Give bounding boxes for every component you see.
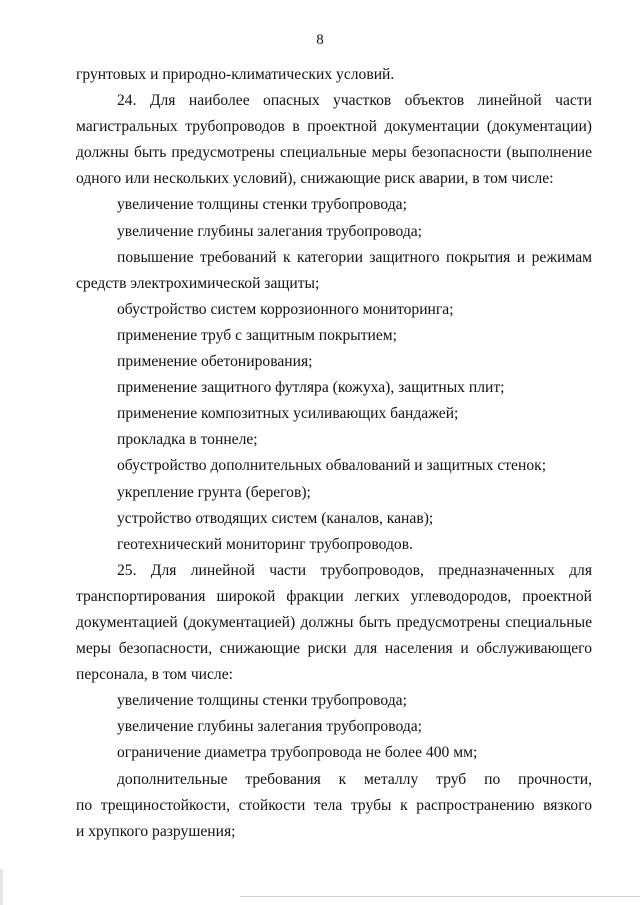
document-body: [76, 62, 592, 845]
text-line: увеличение глубины залегания трубопровода;: [117, 718, 423, 736]
text-line: применение труб с защитным покрытием;: [117, 326, 398, 344]
text-line: повышение требований к категории защитного покрытия и режимам: [117, 248, 592, 266]
scan-edge-mark: [0, 869, 3, 905]
text-line: магистральных трубопроводов в проектной документации (документации): [76, 118, 592, 136]
text-line: ограничение диаметра трубопровода не более 400 мм;: [117, 744, 478, 762]
text-line: по трещиностойкости, стойкости тела трубы к распространению вязкого: [76, 796, 592, 814]
text-line: меры безопасности, снижающие риски для населения и обслуживающего: [76, 640, 592, 658]
text-line: одного или нескольких условий), снижающие риск аварии, в том числе:: [76, 170, 554, 188]
text-line: 24. Для наиболее опасных участков объектов линейной части: [117, 92, 592, 110]
text-line: транспортирования широкой фракции легких углеводородов, проектной: [76, 587, 592, 605]
text-line: обустройство дополнительных обвалований и защитных стенок;: [117, 457, 547, 475]
text-line: устройство отводящих систем (каналов, канав);: [117, 509, 434, 527]
text-line: применение защитного футляра (кожуха), защитных плит;: [117, 379, 505, 397]
text-line: должны быть предусмотрены специальные меры безопасности (выполнение: [76, 144, 592, 162]
text-line: увеличение толщины стенки трубопровода;: [117, 196, 407, 214]
text-line: дополнительные требования к металлу труб по прочности,: [117, 770, 592, 788]
text-line: укрепление грунта (берегов);: [117, 483, 311, 501]
text-line: документацией (документацией) должны быть предусмотрены специальные: [76, 613, 592, 631]
text-line: персонала, в том числе:: [76, 666, 233, 684]
text-line: средств электрохимической защиты;: [76, 274, 320, 292]
text-line: грунтовых и природно-климатических условий.: [76, 66, 395, 83]
text-line: прокладка в тоннеле;: [117, 431, 258, 449]
text-line: обустройство систем коррозионного мониторинга;: [117, 300, 454, 318]
text-line: применение композитных усиливающих бандажей;: [117, 405, 459, 423]
text-line: применение обетонирования;: [117, 353, 313, 371]
text-line: 25. Для линейной части трубопроводов, предназначенных для: [117, 561, 592, 579]
text-line: увеличение глубины залегания трубопровода;: [117, 222, 423, 240]
text-line: и хрупкого разрушения;: [76, 822, 236, 840]
text-line: геотехнический мониторинг трубопроводов.: [117, 535, 413, 553]
text-line: увеличение толщины стенки трубопровода;: [117, 692, 407, 710]
page-number: 8: [316, 32, 324, 48]
scan-edge-line: [240, 896, 640, 897]
